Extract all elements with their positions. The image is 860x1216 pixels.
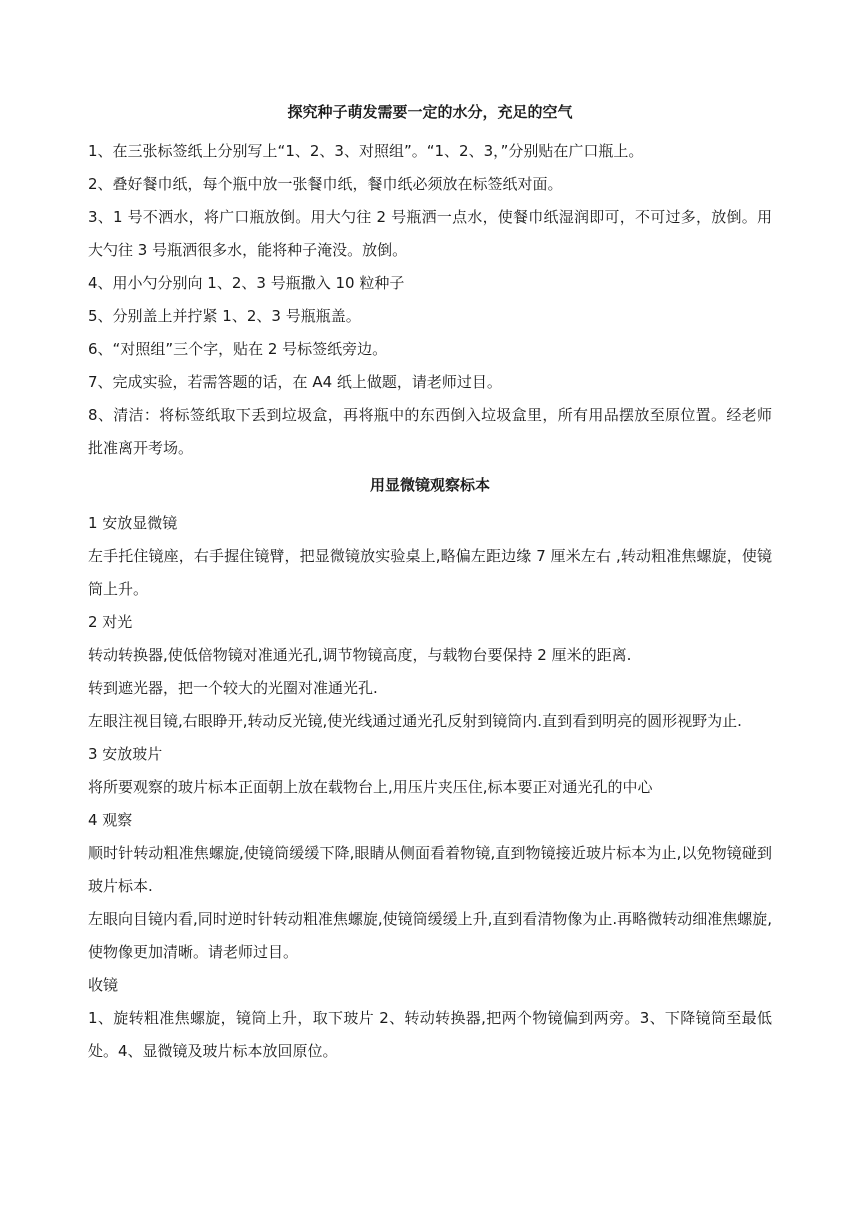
step1-heading: 1 安放显微镜 [88, 514, 178, 532]
section1-item-5: 5、分别盖上并拧紧 1、2、3 号瓶瓶盖。 [88, 307, 361, 325]
step5-text: 1、旋转粗准焦螺旋，镜筒上升，取下玻片 2、转动转换器,把两个物镜偏到两旁。3、下降镜筒至最低处。4、显微镜及玻片标本放回原位。 [88, 1009, 772, 1060]
step1-text: 左手托住镜座，右手握住镜臂，把显微镜放实验桌上,略偏左距边缘 7 厘米左右 ,转动粗准焦螺旋，使镜筒上升。 [88, 547, 772, 598]
section1-title: 探究种子萌发需要一定的水分，充足的空气 [287, 103, 573, 121]
section1-item-1: 1、在三张标签纸上分别写上“1、2、3、对照组”。“1、2、3，”分别贴在广口瓶上。 [88, 142, 644, 160]
step2-text-1: 转动转换器,使低倍物镜对准通光孔,调节物镜高度，与载物台要保持 2 厘米的距离. [88, 646, 632, 664]
step4-heading: 4 观察 [88, 811, 133, 829]
step2-text-2: 转到遮光器，把一个较大的光圈对准通光孔. [88, 679, 378, 697]
section1-item-6: 6、“对照组”三个字，贴在 2 号标签纸旁边。 [88, 340, 388, 358]
step4-text-1: 顺时针转动粗准焦螺旋,使镜筒缓缓下降,眼睛从侧面看着物镜,直到物镜接近玻片标本为止,以免物镜碰到玻片标本. [88, 844, 772, 895]
section2-title: 用显微镜观察标本 [369, 476, 490, 494]
step2-heading: 2 对光 [88, 613, 133, 631]
step3-text: 将所要观察的玻片标本正面朝上放在载物台上,用压片夹压住,标本要正对通光孔的中心 [88, 778, 653, 796]
step2-text-3: 左眼注视目镜,右眼睁开,转动反光镜,使光线通过通光孔反射到镜筒内.直到看到明亮的圆形视野为止. [88, 712, 742, 730]
section1-item-8: 8、清洁：将标签纸取下丢到垃圾盒，再将瓶中的东西倒入垃圾盒里，所有用品摆放至原位置。经老师批准离开考场。 [88, 406, 772, 457]
step4-text-2: 左眼向目镜内看,同时逆时针转动粗准焦螺旋,使镜筒缓缓上升,直到看清物像为止.再略微转动细准焦螺旋,使物像更加清晰。请老师过目。 [88, 910, 772, 961]
document-page [88, 102, 772, 1068]
section1-item-4: 4、用小勺分别向 1、2、3 号瓶撒入 10 粒种子 [88, 274, 405, 292]
section1-item-3: 3、1 号不洒水，将广口瓶放倒。用大勺往 2 号瓶洒一点水，使餐巾纸湿润即可，不可过多，放倒。用大勺往 3 号瓶洒很多水，能将种子淹没。放倒。 [88, 208, 772, 259]
section1-item-2: 2、叠好餐巾纸，每个瓶中放一张餐巾纸，餐巾纸必须放在标签纸对面。 [88, 175, 563, 193]
step5-heading: 收镜 [88, 976, 119, 994]
step3-heading: 3 安放玻片 [88, 745, 163, 763]
section1-item-7: 7、完成实验，若需答题的话，在 A4 纸上做题，请老师过目。 [88, 373, 502, 391]
